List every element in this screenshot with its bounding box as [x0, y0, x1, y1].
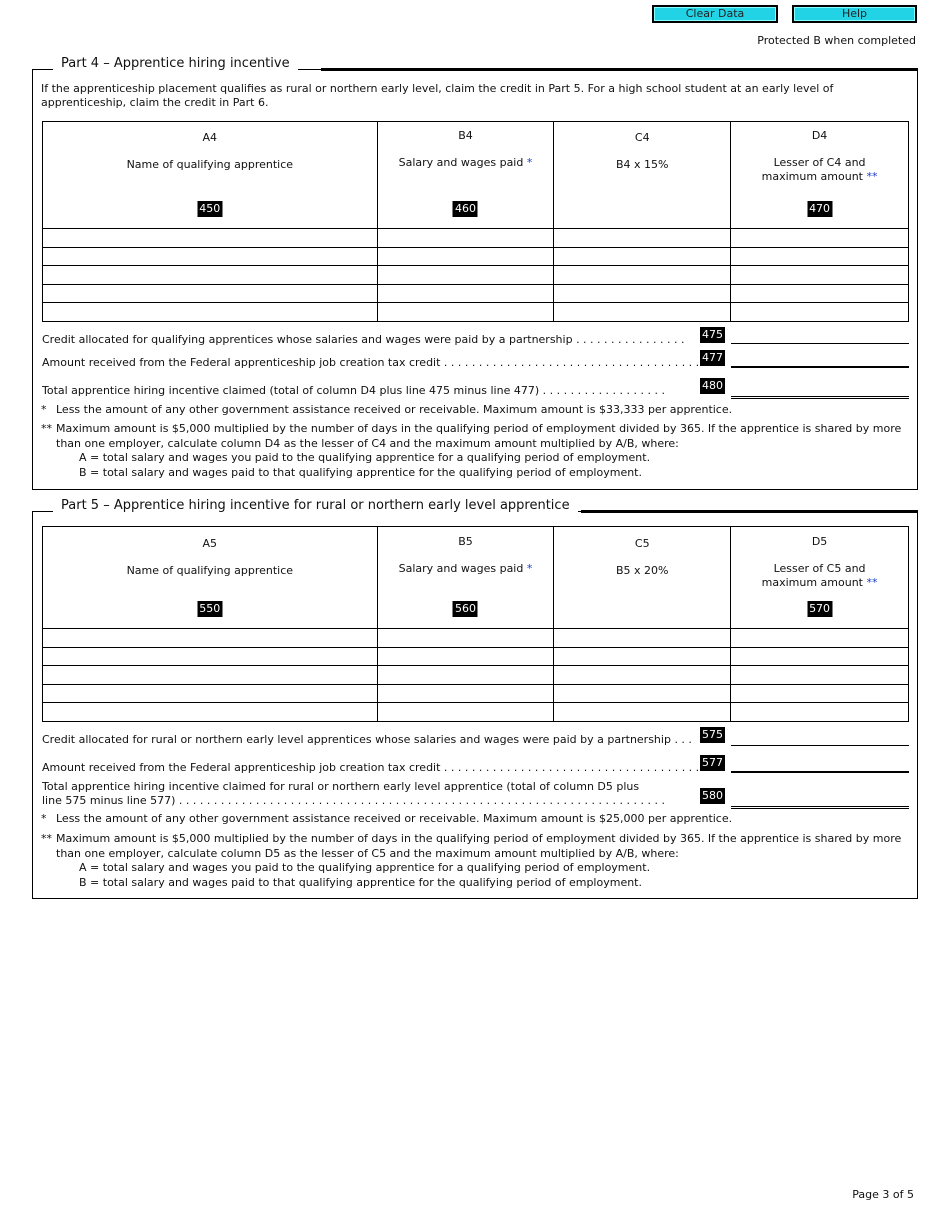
part5-section — [32, 498, 918, 899]
input-cell[interactable] — [731, 229, 909, 248]
field-code-470: 470 — [809, 202, 831, 215]
line-577-code: 577 — [702, 756, 723, 769]
input-cell[interactable] — [377, 303, 554, 322]
table-row — [43, 247, 909, 266]
input-cell[interactable] — [731, 303, 909, 322]
line-480-code: 480 — [702, 379, 723, 392]
line-575-input[interactable] — [731, 728, 909, 746]
input-cell[interactable] — [377, 247, 554, 266]
input-cell[interactable] — [43, 229, 378, 248]
part5-note-dstar: ** Maximum amount is $5,000 multiplied by the number of days in the qualifying period of employment divided by 365. If the apprentice is shared by more than one employer, calculate column D5 as the lesser of C5 and the maximum amount multiplied by A/B, where: A = total salary and wages you paid to the qualifying apprentice for a qualifying period of employment. B = total salary and wages paid to that qualifying apprentice for the qualifying period of employment. — [41, 832, 902, 889]
part5-table — [42, 526, 909, 722]
line-577-input[interactable] — [731, 755, 909, 773]
line-475-input[interactable] — [731, 326, 909, 344]
input-cell[interactable] — [43, 666, 378, 685]
part4-intro: If the apprenticeship placement qualifies as rural or northern early level, claim the credit in Part 5. For a high school student at an early level of apprenticeship, claim the credit in Part 6. — [41, 82, 834, 109]
field-code-550: 550 — [199, 602, 221, 615]
table-row — [43, 266, 909, 285]
input-cell[interactable] — [43, 266, 378, 285]
input-cell[interactable] — [554, 684, 731, 703]
input-cell[interactable] — [731, 703, 909, 722]
protected-label: Protected B when completed — [757, 34, 916, 47]
line-477-input[interactable] — [731, 350, 909, 368]
line-480-input[interactable] — [731, 381, 909, 399]
part4-title-rule — [321, 68, 918, 71]
input-cell[interactable] — [554, 247, 731, 266]
input-cell[interactable] — [731, 647, 909, 666]
clear-data-button[interactable]: Clear Data — [652, 5, 778, 23]
input-cell[interactable] — [554, 647, 731, 666]
line-575-label: Credit allocated for rural or northern early level apprentices whose salaries and wages were paid by a partnership . . . — [42, 733, 692, 746]
col-a5-header: A5 Name of qualifying apprentice 550 — [43, 527, 378, 629]
input-cell[interactable] — [554, 666, 731, 685]
input-cell[interactable] — [731, 684, 909, 703]
col-a4-header: A4 Name of qualifying apprentice 450 — [43, 122, 378, 229]
col-d5-header: D5 Lesser of C5 and maximum amount ** 570 — [731, 527, 909, 629]
page-number: Page 3 of 5 — [852, 1188, 914, 1201]
input-cell[interactable] — [731, 247, 909, 266]
table-row — [43, 666, 909, 685]
line-580-label: Total apprentice hiring incentive claimed for rural or northern early level apprentice (total of column D5 plus line 575 minus line 577) . . . . . . . . . . . . . . . . . . . . . . . . . . . . . . . . . . . . . . . . . . . . . . . . . . . . . . . . . . . . . . . . . . . . . . — [42, 780, 665, 807]
part4-section — [32, 56, 918, 490]
part5-title: Part 5 – Apprentice hiring incentive for rural or northern early level apprentice — [53, 498, 578, 513]
input-cell[interactable] — [554, 703, 731, 722]
field-code-570: 570 — [809, 602, 831, 615]
input-cell[interactable] — [43, 284, 378, 303]
part4-note-star: * Less the amount of any other government assistance received or receivable. Maximum amount is $33,333 per apprentice. — [41, 403, 733, 416]
input-cell[interactable] — [43, 703, 378, 722]
table-row — [43, 303, 909, 322]
line-577-label: Amount received from the Federal apprenticeship job creation tax credit . . . . . . . . . . . . . . . . . . . . . . . . . . . . . . . . . . . . . — [42, 761, 700, 774]
input-cell[interactable] — [377, 684, 554, 703]
col-c4-header: C4 B4 x 15% — [554, 122, 731, 229]
table-row — [43, 703, 909, 722]
input-cell[interactable] — [731, 629, 909, 648]
line-580-input[interactable] — [731, 791, 909, 809]
input-cell[interactable] — [731, 284, 909, 303]
input-cell[interactable] — [554, 303, 731, 322]
input-cell[interactable] — [43, 684, 378, 703]
table-row — [43, 229, 909, 248]
part4-table — [42, 121, 909, 322]
table-row — [43, 684, 909, 703]
part5-title-rule — [581, 510, 918, 513]
help-button[interactable]: Help — [792, 5, 917, 23]
col-d4-header: D4 Lesser of C4 and maximum amount ** 470 — [731, 122, 909, 229]
col-b5-header: B5 Salary and wages paid * 560 — [377, 527, 554, 629]
part4-note-dstar: ** Maximum amount is $5,000 multiplied by the number of days in the qualifying period of employment divided by 365. If the apprentice is shared by more than one employer, calculate column D4 as the lesser of C4 and the maximum amount multiplied by A/B, where: A = total salary and wages you paid to the qualifying apprentice for a qualifying period of employment. B = total salary and wages paid to that qualifying apprentice for the qualifying period of employment. — [41, 422, 902, 479]
part5-note-star: * Less the amount of any other government assistance received or receivable. Maximum amount is $25,000 per apprentice. — [41, 812, 733, 825]
part4-title: Part 4 – Apprentice hiring incentive — [53, 56, 298, 71]
line-480-label: Total apprentice hiring incentive claimed (total of column D4 plus line 475 minus line 477) . . . . . . . . . . . . . . . . . . — [42, 384, 665, 397]
table-row — [43, 284, 909, 303]
input-cell[interactable] — [377, 284, 554, 303]
input-cell[interactable] — [377, 666, 554, 685]
input-cell[interactable] — [377, 229, 554, 248]
input-cell[interactable] — [377, 647, 554, 666]
input-cell[interactable] — [731, 666, 909, 685]
input-cell[interactable] — [554, 229, 731, 248]
line-580-code: 580 — [702, 789, 723, 802]
line-477-code: 477 — [702, 351, 723, 364]
col-c5-header: C5 B5 x 20% — [554, 527, 731, 629]
table-row — [43, 629, 909, 648]
input-cell[interactable] — [43, 247, 378, 266]
line-575-code: 575 — [702, 728, 723, 741]
input-cell[interactable] — [43, 647, 378, 666]
input-cell[interactable] — [731, 266, 909, 285]
line-475-code: 475 — [702, 328, 723, 341]
col-b4-header: B4 Salary and wages paid * 460 — [377, 122, 554, 229]
line-475-label: Credit allocated for qualifying apprentices whose salaries and wages were paid by a partnership . . . . . . . . . . . . . . . . — [42, 333, 685, 346]
input-cell[interactable] — [554, 266, 731, 285]
input-cell[interactable] — [377, 266, 554, 285]
input-cell[interactable] — [554, 629, 731, 648]
line-477-label: Amount received from the Federal apprenticeship job creation tax credit . . . . . . . . . . . . . . . . . . . . . . . . . . . . . . . . . . . . . — [42, 356, 700, 369]
field-code-460: 460 — [454, 202, 476, 215]
input-cell[interactable] — [43, 303, 378, 322]
table-row — [43, 647, 909, 666]
input-cell[interactable] — [377, 629, 554, 648]
input-cell[interactable] — [554, 284, 731, 303]
input-cell[interactable] — [377, 703, 554, 722]
input-cell[interactable] — [43, 629, 378, 648]
field-code-560: 560 — [454, 602, 476, 615]
field-code-450: 450 — [199, 202, 221, 215]
